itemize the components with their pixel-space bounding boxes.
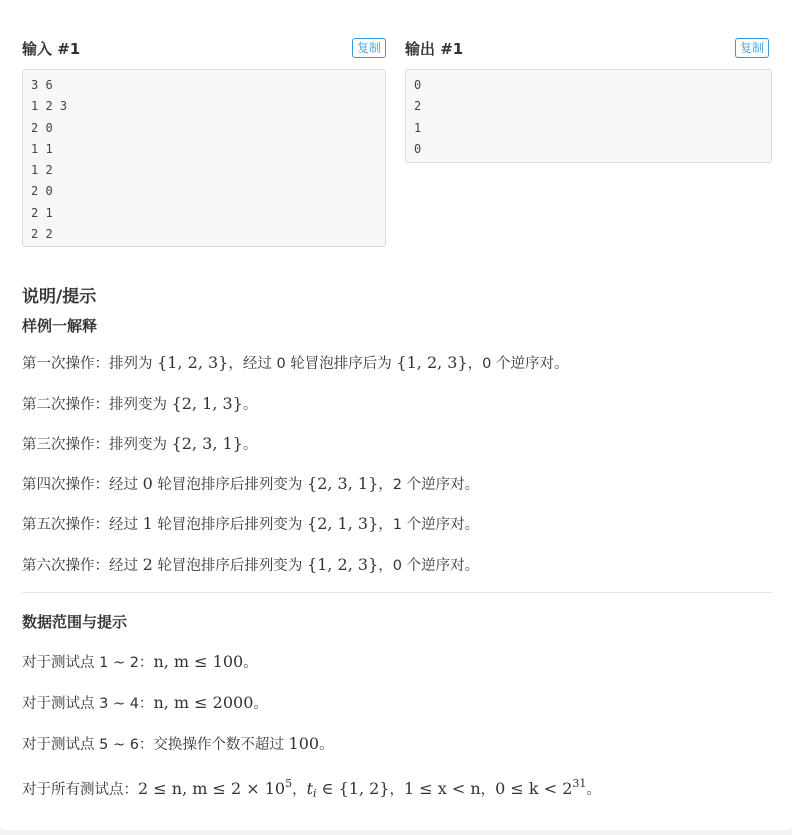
section-divider — [22, 592, 772, 593]
step-line: 第一次操作：排列为 {1, 2, 3}，经过 0 轮冒泡排序后为 {1, 2, 3}，0 个逆序对。 — [22, 353, 569, 372]
output-line: 2 — [414, 99, 422, 114]
output-sample-box[interactable] — [405, 69, 772, 163]
step-line: 第二次操作：排列变为 {2, 1, 3}。 — [22, 394, 258, 413]
input-line: 1 1 — [31, 141, 53, 156]
step-line: 第三次操作：排列变为 {2, 3, 1}。 — [22, 434, 258, 453]
range-title: 数据范围与提示 — [22, 613, 128, 631]
input-line: 2 2 — [31, 227, 53, 242]
range-line: 对于测试点 1 ~ 2：n, m ≤ 100。 — [22, 652, 258, 671]
range-line: 对于测试点 3 ~ 4：n, m ≤ 2000。 — [22, 693, 268, 712]
input-label: 输入 #1 — [22, 40, 81, 58]
output-line: 0 — [414, 141, 422, 156]
copy-output-button[interactable]: 复制 — [735, 38, 769, 58]
input-line: 3 6 — [31, 78, 53, 92]
input-line: 1 2 3 — [31, 99, 68, 114]
input-line: 2 0 — [31, 184, 53, 199]
input-line: 1 2 — [31, 163, 53, 178]
step-line: 第五次操作：经过 1 轮冒泡排序后排列变为 {2, 1, 3}，1 个逆序对。 — [22, 514, 480, 533]
input-line: 2 1 — [31, 205, 53, 220]
step-line: 第四次操作：经过 0 轮冒泡排序后排列变为 {2, 3, 1}，2 个逆序对。 — [22, 474, 480, 493]
output-line: 1 — [414, 120, 422, 135]
output-line: 0 — [414, 78, 422, 92]
range-line: 对于测试点 5 ~ 6：交换操作个数不超过 100。 — [22, 734, 334, 753]
input-line: 2 0 — [31, 120, 53, 135]
range-line-all: 对于所有测试点：2 ≤ n, $m \le 2 \times 10^5$，$t_i$ ∈ {1, 2}，1 ≤ x < n，$0 \le k < 2^{31}$。 — [22, 777, 601, 800]
output-label: 输出 #1 — [405, 40, 464, 58]
io-samples-heading — [22, 0, 124, 2]
step-line: 第六次操作：经过 2 轮冒泡排序后排列变为 {1, 2, 3}，0 个逆序对。 — [22, 555, 480, 574]
copy-input-button[interactable]: 复制 — [352, 38, 386, 58]
hint-title: 说明/提示 — [22, 287, 97, 307]
example-explanation-title: 样例一解释 — [22, 317, 98, 335]
input-sample-box[interactable] — [22, 69, 386, 247]
